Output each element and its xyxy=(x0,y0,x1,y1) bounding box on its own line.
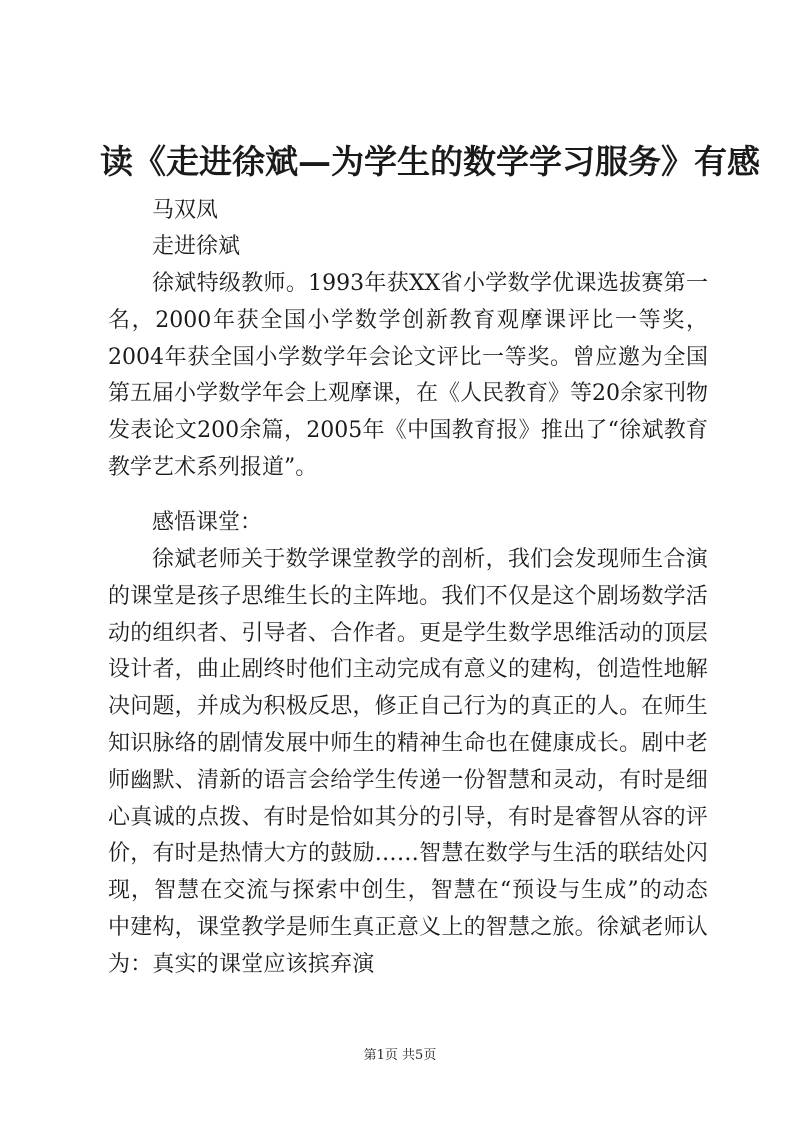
document-title: 读《走进徐斌—为学生的数学学习服务》有感 xyxy=(100,142,760,181)
paragraph-insight: 徐斌老师关于数学课堂教学的剖析，我们会发现师生合演的课堂是孩子思维生长的主阵地。我们不仅是这个剧场数学活动的组织者、引导者、合作者。更是学生数学思维活动的顶层设计者，曲止剧终时他们主动完成有意义的建构，创造性地解决问题，并成为积极反思，修正自己行为的真正的人。在师生知识脉络的剧情发展中师生的精神生命也在健康成长。剧中老师幽默、清新的语言会给学生传递一份智慧和灵动，有时是细心真诚的点拨、有时是恰如其分的引导，有时是睿智从容的评价，有时是热情大方的鼓励……智慧在数学与生活的联结处闪现，智慧在交流与探索中创生，智慧在“预设与生成”的动态中建构，课堂教学是师生真正意义上的智慧之旅。徐斌老师认为：真实的课堂应该摈弃演 xyxy=(108,547,708,977)
page-footer: 第1页 共5页 xyxy=(363,1048,437,1063)
section-heading-intro: 走进徐斌 xyxy=(152,234,241,259)
paragraph-intro: 徐斌特级教师。1993年获XX省小学数学优课选拔赛第一名，2000年获全国小学数学创新教育观摩课评比一等奖，2004年获全国小学数学年会论文评比一等奖。曾应邀为全国第五届小学数学年会上观摩课，在《人民教育》等20余家刊物发表论文200余篇，2005年《中国教育报》推出了“徐斌教育教学艺术系列报道”。 xyxy=(108,271,708,480)
author-name: 马双凤 xyxy=(152,198,219,223)
section-heading-insight: 感悟课堂： xyxy=(152,510,263,535)
